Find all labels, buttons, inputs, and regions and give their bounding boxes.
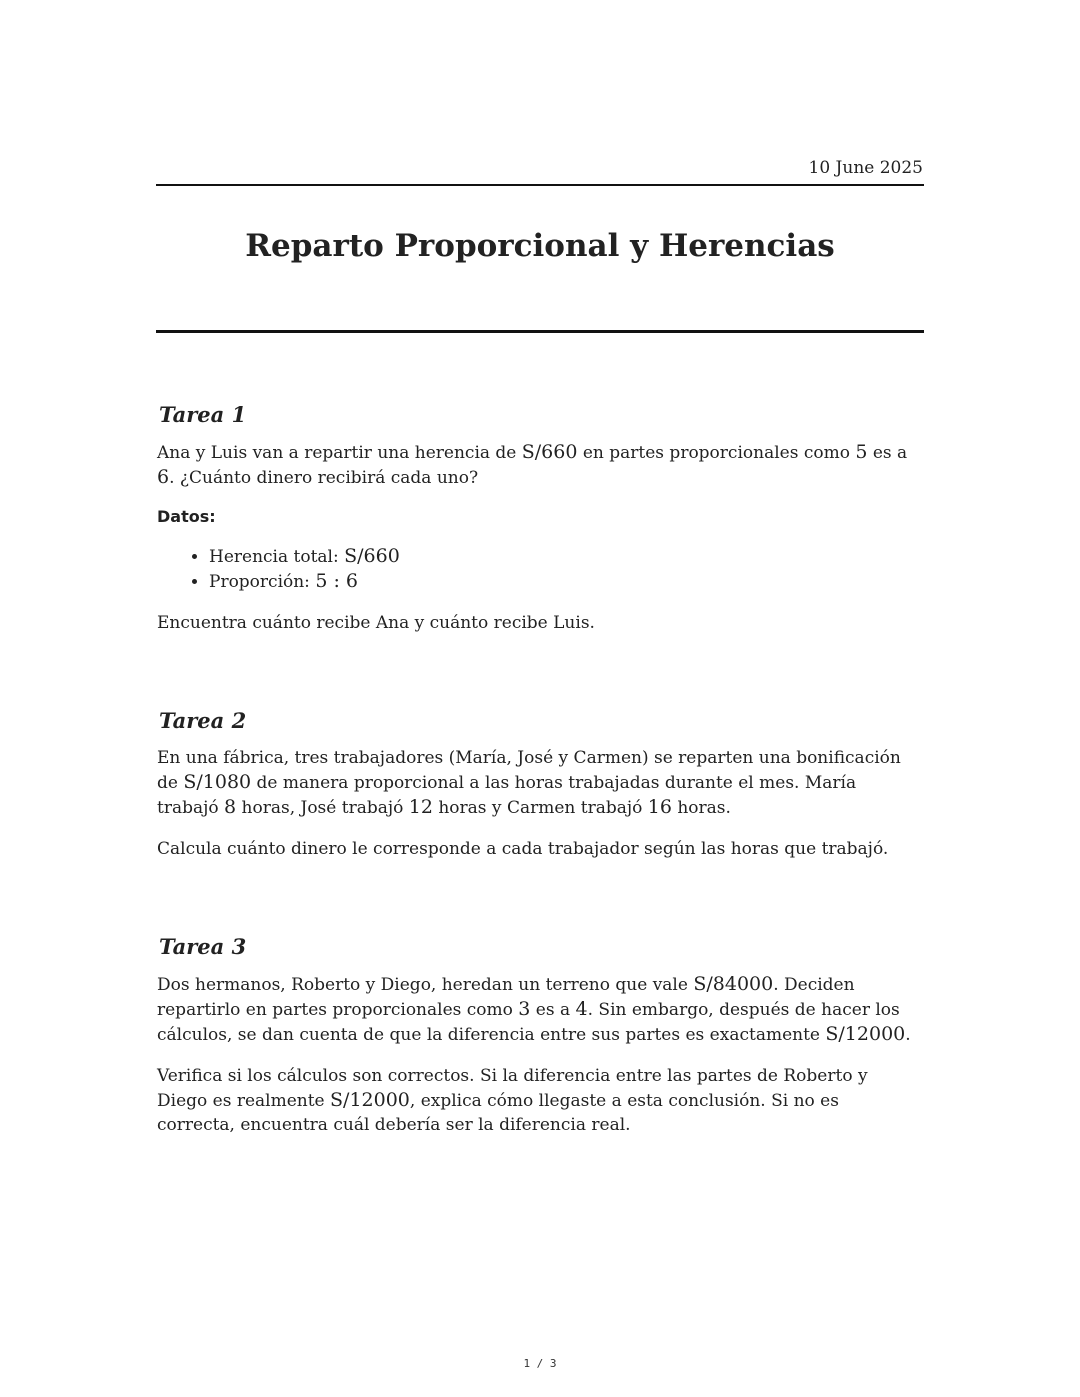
list-item: [209, 544, 917, 569]
document-content: [157, 402, 917, 1154]
task-statement: [157, 746, 917, 820]
task-statement: [157, 440, 917, 490]
math-value: S/1080: [183, 771, 252, 793]
math-value: S/660: [344, 545, 400, 567]
math-value: S/660: [521, 441, 578, 463]
math-value: S/12000: [330, 1089, 410, 1111]
text-run: .: [905, 1025, 911, 1045]
item-label: Proporción:: [209, 572, 316, 592]
text-run: horas, José trabajó: [236, 798, 409, 818]
math-value: 5: [855, 441, 868, 463]
task-heading: Tarea 3: [159, 934, 247, 959]
text-run: Dos hermanos, Roberto y Diego, heredan un terreno que vale: [157, 975, 694, 995]
text-run: Verifica si los cálculos son correctos. Si la diferencia entre las partes de Roberto y Diego es realmente: [157, 1066, 868, 1111]
text-run: en partes proporcionales como: [577, 443, 856, 463]
text-run: de manera proporcional a las horas trabajadas durante el mes. María trabajó: [157, 773, 857, 818]
text-run: es a: [530, 1000, 576, 1020]
text-run: , explica cómo llegaste a esta conclusión. Si no es correcta, encuentra cuál debería ser la diferencia real.: [157, 1091, 839, 1135]
task-2: [157, 708, 917, 861]
text-run: En una fábrica, tres trabajadores (María, José y Carmen) se reparten una bonificación de: [157, 748, 901, 793]
math-value: 16: [647, 796, 672, 818]
text-run: . Sin embargo, después de hacer los cálculos, se dan cuenta de que la diferencia entre sus partes es exactamente: [157, 1000, 900, 1045]
task-3: [157, 934, 917, 1137]
item-label: Herencia total:: [209, 547, 345, 567]
page-indicator: 1 / 3: [523, 1357, 557, 1370]
math-value: 6: [157, 466, 170, 488]
page-title: Reparto Proporcional y Herencias: [245, 228, 835, 264]
task-statement: [157, 972, 917, 1047]
task-instruction: [157, 1064, 917, 1137]
text-run: es a: [867, 443, 908, 463]
text-run: Ana y Luis van a repartir una herencia de: [157, 443, 522, 463]
text-run: . Deciden repartirlo en partes proporcionales como: [157, 975, 855, 1020]
datos-label: Datos:: [157, 507, 216, 526]
task-1: [157, 402, 917, 635]
task-instruction: Calcula cuánto dinero le corresponde a cada trabajador según las horas que trabajó.: [157, 839, 889, 859]
text-run: . ¿Cuánto dinero recibirá cada uno?: [169, 468, 479, 488]
datos-list: [157, 544, 917, 594]
math-value: 8: [224, 796, 237, 818]
list-item: [209, 569, 917, 594]
math-value: 12: [408, 796, 433, 818]
task-heading: Tarea 1: [159, 402, 247, 427]
math-value: S/12000: [825, 1023, 906, 1045]
task-instruction: Encuentra cuánto recibe Ana y cuánto recibe Luis.: [157, 613, 595, 633]
math-value: 4: [575, 998, 588, 1020]
math-value: S/84000: [693, 973, 774, 995]
task-heading: Tarea 2: [159, 708, 247, 733]
document-date: 10 June 2025: [808, 158, 923, 178]
math-value: 5 : 6: [315, 570, 358, 592]
text-run: horas.: [671, 798, 731, 818]
math-value: 3: [518, 998, 531, 1020]
text-run: horas y Carmen trabajó: [432, 798, 648, 818]
header-rule: [156, 184, 924, 186]
title-rule: [156, 330, 924, 333]
